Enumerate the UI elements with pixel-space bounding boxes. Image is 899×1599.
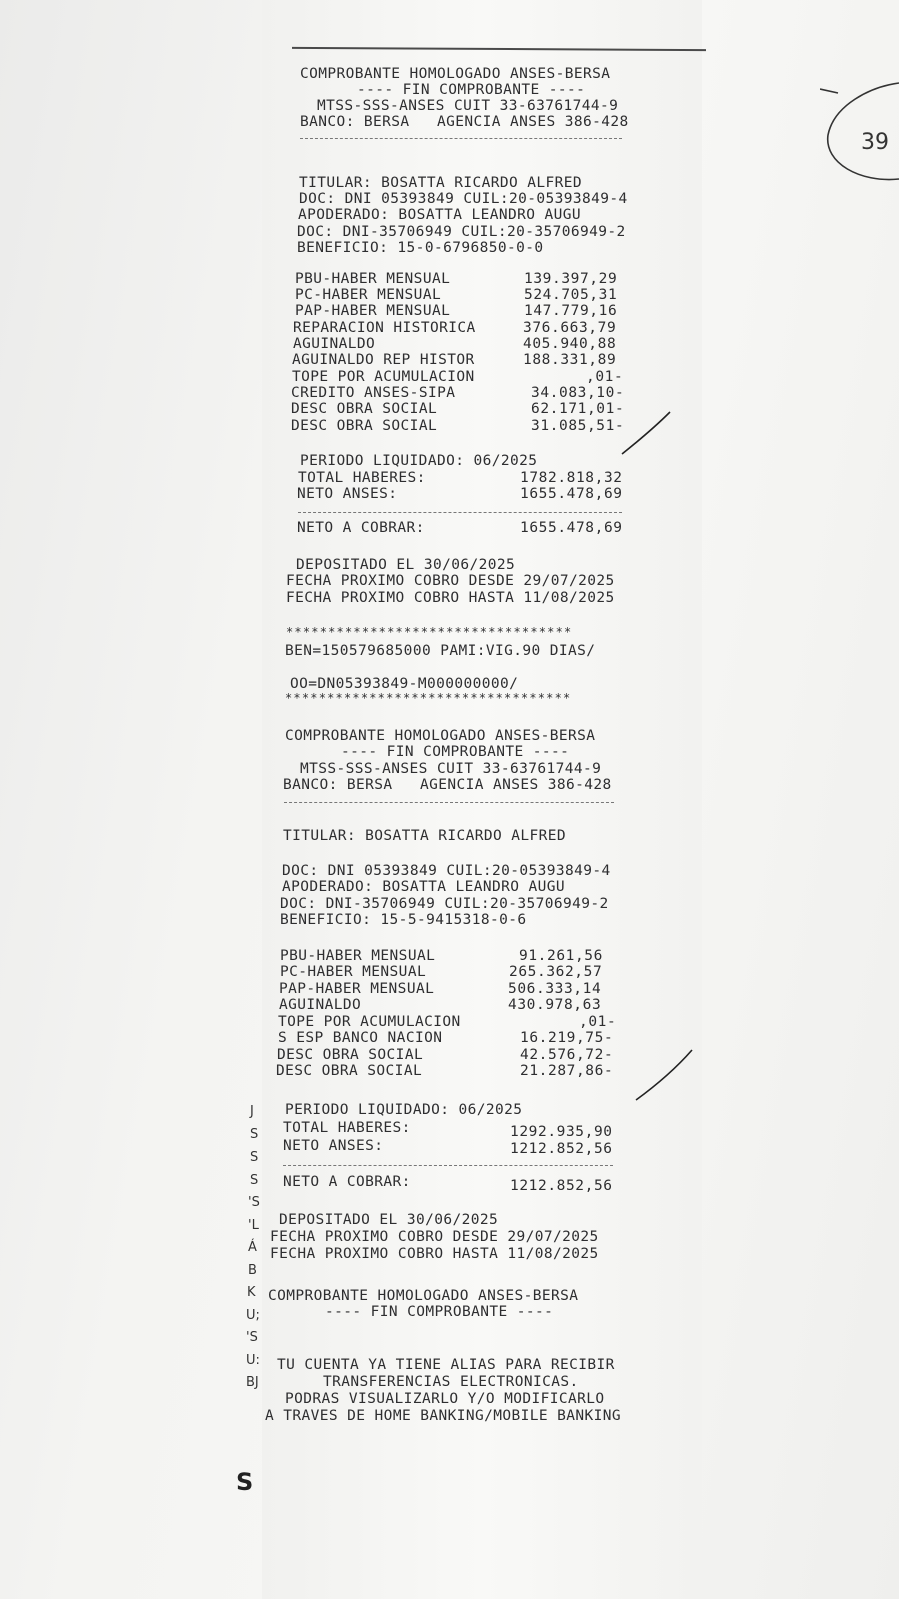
receipt1-item-label-6: AGUINALDO REP HISTOR (292, 352, 475, 368)
margin-char-11: 'S (246, 1330, 258, 1345)
receipt2-item-amount-6: 16.219,75- (520, 1030, 614, 1046)
receipt2-item-label-2: PC-HABER MENSUAL (280, 964, 427, 980)
receipt1-periodo: PERIODO LIQUIDADO: 06/2025 (300, 453, 538, 469)
receipt2-cobrar-label: NETO A COBRAR: (283, 1174, 411, 1190)
margin-char-6: 'L (248, 1218, 259, 1233)
receipt1-header-line-2: ---- FIN COMPROBANTE ---- (357, 82, 586, 98)
receipt2-header-line-2: ---- FIN COMPROBANTE ---- (341, 744, 570, 760)
receipt1-cobrar-amount: 1655.478,69 (520, 520, 623, 536)
receipt2-fecha-desde: FECHA PROXIMO COBRO DESDE 29/07/2025 (270, 1229, 599, 1245)
receipt1-beneficio: BENEFICIO: 15-0-6796850-0-0 (297, 240, 544, 256)
receipt2-header-line-3: MTSS-SSS-ANSES CUIT 33-63761744-9 (300, 761, 602, 777)
receipt2-header-line-1: COMPROBANTE HOMOLOGADO ANSES-BERSA (285, 728, 596, 744)
margin-char-13: BJ (246, 1375, 259, 1390)
margin-char-1: J (250, 1104, 254, 1119)
receipt2-header-divider (284, 802, 614, 803)
receipt2-item-amount-8: 21.287,86- (520, 1063, 614, 1079)
receipt1-item-label-4: REPARACION HISTORICA (293, 320, 476, 336)
receipt1-item-amount-5: 405.940,88 (523, 336, 617, 352)
receipt1-item-amount-10: 31.085,51- (531, 418, 625, 434)
receipt1-item-label-5: AGUINALDO (293, 336, 376, 352)
margin-big-s: S (236, 1468, 254, 1496)
receipt1-item-amount-8: 34.083,10- (531, 385, 625, 401)
receipt2-fecha-hasta: FECHA PROXIMO COBRO HASTA 11/08/2025 (270, 1246, 599, 1262)
receipt1-item-label-2: PC-HABER MENSUAL (295, 287, 442, 303)
receipt1-item-amount-1: 139.397,29 (524, 271, 618, 287)
receipt1-totals-divider (298, 512, 622, 513)
receipt2-alias-line-1: TU CUENTA YA TIENE ALIAS PARA RECIBIR (277, 1357, 615, 1373)
receipt1-doc-1: DOC: DNI 05393849 CUIL:20-05393849-4 (299, 191, 628, 207)
receipt1-stars-top: ********************************** (286, 625, 573, 639)
receipt1-header-line-1: COMPROBANTE HOMOLOGADO ANSES-BERSA (300, 66, 611, 82)
receipt1-item-amount-7: ,01- (586, 369, 624, 385)
receipt2-item-amount-3: 506.333,14 (508, 981, 602, 997)
receipt1-neto-label: NETO ANSES: (297, 486, 398, 502)
margin-char-10: U; (246, 1308, 260, 1323)
receipt2-item-label-5: TOPE POR ACUMULACION (278, 1014, 461, 1030)
margin-char-12: U: (246, 1353, 260, 1368)
receipt1-item-amount-2: 524.705,31 (524, 287, 618, 303)
margin-char-8: B (248, 1263, 257, 1278)
receipt2-alias-line-4: A TRAVES DE HOME BANKING/MOBILE BANKING (265, 1408, 622, 1424)
receipt2-item-amount-1: 91.261,56 (519, 948, 603, 964)
receipt1-stars-bottom: ********************************** (285, 691, 572, 705)
receipt1-depositado: DEPOSITADO EL 30/06/2025 (296, 557, 516, 573)
receipt1-header-divider (300, 138, 622, 139)
receipt1-item-amount-9: 62.171,01- (531, 401, 625, 417)
receipt2-item-label-1: PBU-HABER MENSUAL (280, 948, 436, 964)
margin-char-3: S (250, 1150, 259, 1165)
receipt2-item-label-7: DESC OBRA SOCIAL (277, 1047, 424, 1063)
receipt2-total-amount: 1292.935,90 (510, 1124, 613, 1140)
receipt1-item-amount-3: 147.779,16 (524, 303, 618, 319)
receipt2-doc-2: DOC: DNI-35706949 CUIL:20-35706949-2 (280, 896, 609, 912)
receipt2-alias-line-3: PODRAS VISUALIZARLO Y/O MODIFICARLO (285, 1391, 605, 1407)
receipt2-footer-line-1: COMPROBANTE HOMOLOGADO ANSES-BERSA (268, 1288, 579, 1304)
receipt2-apoderado: APODERADO: BOSATTA LEANDRO AUGU (282, 879, 566, 895)
receipt2-totals-divider (283, 1165, 613, 1166)
receipt1-header-line-3: MTSS-SSS-ANSES CUIT 33-63761744-9 (317, 98, 619, 114)
receipt2-item-label-4: AGUINALDO (279, 997, 362, 1013)
margin-char-9: K (247, 1285, 256, 1300)
check-mark-icon (630, 1048, 695, 1103)
receipt2-header-line-4: BANCO: BERSA AGENCIA ANSES 386-428 (283, 777, 612, 793)
receipt1-item-label-7: TOPE POR ACUMULACION (292, 369, 475, 385)
receipt1-titular: TITULAR: BOSATTA RICARDO ALFRED (299, 175, 583, 191)
receipt2-item-amount-4: 430.978,63 (508, 997, 602, 1013)
receipt2-alias-line-2: TRANSFERENCIAS ELECTRONICAS. (323, 1374, 579, 1390)
receipt1-total-label: TOTAL HABERES: (298, 470, 426, 486)
receipt1-doc-2: DOC: DNI-35706949 CUIL:20-35706949-2 (297, 224, 626, 240)
receipt2-periodo: PERIODO LIQUIDADO: 06/2025 (285, 1102, 523, 1118)
receipt2-beneficio: BENEFICIO: 15-5-9415318-0-6 (280, 912, 527, 928)
margin-char-2: S (250, 1127, 259, 1142)
receipt2-item-amount-7: 42.576,72- (520, 1047, 614, 1063)
receipt2-item-label-8: DESC OBRA SOCIAL (276, 1063, 423, 1079)
receipt1-fecha-desde: FECHA PROXIMO COBRO DESDE 29/07/2025 (286, 573, 615, 589)
receipt1-header-line-4: BANCO: BERSA AGENCIA ANSES 386-428 (300, 114, 629, 130)
receipt1-item-label-3: PAP-HABER MENSUAL (295, 303, 451, 319)
receipt1-oo: OO=DN05393849-M000000000/ (290, 676, 519, 692)
receipt2-titular: TITULAR: BOSATTA RICARDO ALFRED (283, 828, 567, 844)
receipt2-neto-label: NETO ANSES: (283, 1138, 384, 1154)
receipt1-apoderado: APODERADO: BOSATTA LEANDRO AUGU (298, 207, 582, 223)
receipt1-fecha-hasta: FECHA PROXIMO COBRO HASTA 11/08/2025 (286, 590, 615, 606)
margin-char-4: S (250, 1173, 259, 1188)
receipt2-item-amount-2: 265.362,57 (509, 964, 603, 980)
page-number: 39 (861, 130, 889, 155)
receipt2-depositado: DEPOSITADO EL 30/06/2025 (279, 1212, 499, 1228)
receipt1-ben: BEN=150579685000 PAMI:VIG.90 DIAS/ (285, 643, 596, 659)
receipt2-doc-1: DOC: DNI 05393849 CUIL:20-05393849-4 (282, 863, 611, 879)
margin-char-7: Á (248, 1240, 257, 1255)
receipt1-item-label-8: CREDITO ANSES-SIPA (291, 385, 456, 401)
receipt1-item-amount-6: 188.331,89 (523, 352, 617, 368)
receipt2-total-label: TOTAL HABERES: (283, 1120, 411, 1136)
receipt1-neto-amount: 1655.478,69 (520, 486, 623, 502)
check-mark-icon (612, 410, 672, 460)
receipt1-item-label-9: DESC OBRA SOCIAL (291, 401, 438, 417)
receipt2-item-label-6: S ESP BANCO NACION (278, 1030, 443, 1046)
receipt2-neto-amount: 1212.852,56 (510, 1141, 613, 1157)
receipt2-footer-line-2: ---- FIN COMPROBANTE ---- (325, 1304, 554, 1320)
receipt1-cobrar-label: NETO A COBRAR: (297, 520, 425, 536)
receipt1-item-label-1: PBU-HABER MENSUAL (295, 271, 451, 287)
margin-char-5: 'S (248, 1195, 260, 1210)
receipt2-item-label-3: PAP-HABER MENSUAL (279, 981, 435, 997)
receipt1-item-label-10: DESC OBRA SOCIAL (291, 418, 438, 434)
receipt2-item-amount-5: ,01- (579, 1014, 617, 1030)
receipt1-item-amount-4: 376.663,79 (523, 320, 617, 336)
receipt2-cobrar-amount: 1212.852,56 (510, 1178, 613, 1194)
receipt1-total-amount: 1782.818,32 (520, 470, 623, 486)
